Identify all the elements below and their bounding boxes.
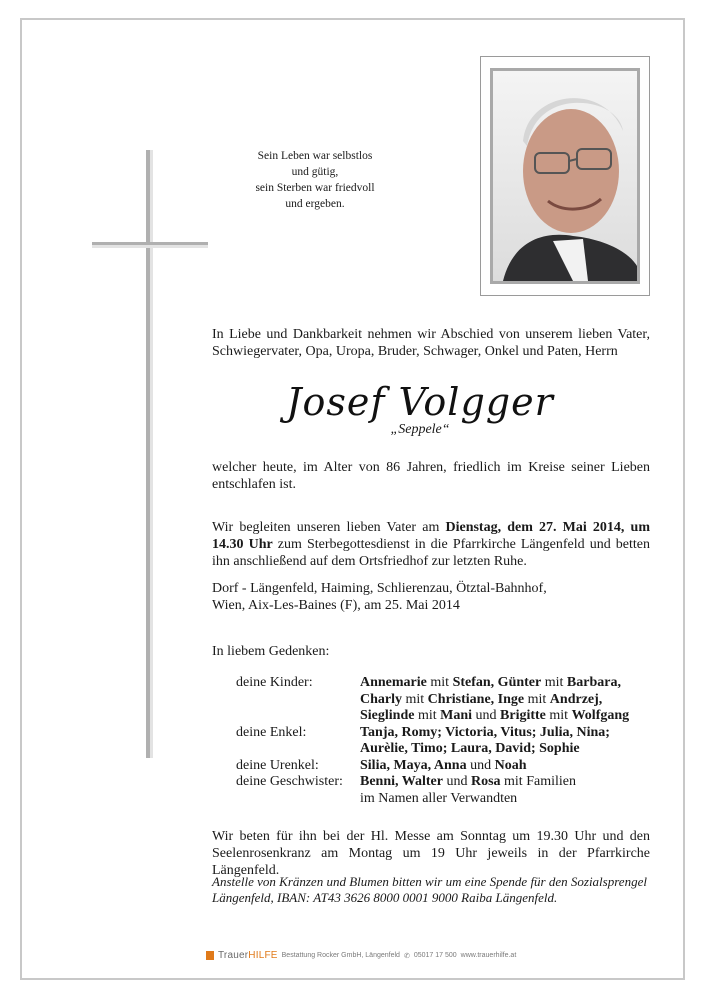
family-member-name: Sieglinde [360, 708, 415, 723]
funeral-text-before: Wir begleiten unseren lieben Vater am [212, 520, 446, 535]
motto-line: und gütig, [291, 166, 339, 178]
family-member-name: Barbara, [566, 675, 621, 690]
family-row [236, 774, 656, 791]
family-member-name: Noah [494, 757, 527, 773]
funeral-text-after: zum Sterbegottesdienst in die Pfarrkirche Längenfeld und betten ihn anschließend auf dem Ortsfriedhof zur letzten Ruhe. [212, 537, 650, 569]
family-member-name: Aurèlie, Timo; Laura, David; Sophie [360, 741, 580, 756]
family-connector: mit Familien [500, 774, 576, 789]
family-row [236, 692, 656, 709]
family-row [236, 758, 656, 775]
family-label [236, 708, 360, 725]
family-label: deine Kinder: [236, 675, 313, 690]
brand-part: Trauer [218, 950, 249, 961]
family-member-name: Annemarie [360, 675, 427, 690]
family-names [360, 758, 656, 775]
family-connector: und [466, 757, 495, 773]
family-member-name: Tanja, Romy; Victoria, Vitus; Julia, Nina; [360, 724, 610, 740]
portrait-illustration [493, 71, 637, 281]
deceased-name: Josef Volgger [286, 380, 554, 424]
family-names [360, 741, 656, 758]
motto [250, 148, 380, 212]
family-connector: im Namen aller Verwandten [360, 790, 518, 806]
family-names [360, 725, 656, 742]
places-line: Dorf - Längenfeld, Haiming, Schlierenzau, Ötztal-Bahnhof, [212, 581, 547, 596]
family-connector: mit [545, 708, 572, 723]
family-row [236, 791, 656, 808]
family-member-name: Rosa [470, 774, 501, 789]
family-label [236, 692, 360, 709]
places-line: Wien, Aix-Les-Baines (F), am 25. Mai 2014 [212, 598, 460, 613]
family-row [236, 708, 656, 725]
footer [206, 950, 536, 961]
donation-notice: Anstelle von Kränzen und Blumen bitten wir um eine Spende für den Sozialsprengel Längenfeld, IBAN: AT43 3626 8000 0001 9000 Raiba Längenfeld. [212, 874, 647, 905]
deceased-nickname: „Seppele“ [390, 422, 450, 437]
motto-line: und ergeben. [285, 198, 345, 210]
funeral-text [212, 519, 650, 570]
family-names [360, 692, 656, 709]
website-link[interactable]: www.trauerhilfe.at [460, 952, 517, 959]
gedenken-heading: In liebem Gedenken: [212, 644, 330, 659]
family-member-name: Charly [360, 691, 402, 707]
family-connector: und [442, 774, 471, 789]
family-label: deine Urenkel: [236, 757, 319, 773]
family-names [360, 708, 656, 725]
places-and-date [212, 580, 650, 614]
brand-name [218, 950, 278, 961]
funeral-date: Dienstag, dem 27. Mai 2014, um 14.30 Uhr [212, 520, 650, 552]
family-list [236, 675, 656, 807]
family-member-name: Benni, Walter [360, 774, 443, 789]
family-member-name: Mani [440, 708, 473, 723]
family-member-name: Brigitte [500, 708, 546, 723]
brand-part: HILFE [248, 950, 278, 961]
family-connector: mit [402, 691, 428, 707]
family-names [360, 675, 656, 692]
family-connector: mit [414, 708, 441, 723]
mass-notice: Wir beten für ihn bei der Hl. Messe am Sonntag um 19.30 Uhr und den Seelenrosenkranz am Montag um 19 Uhr jeweils in der Pfarrkirche Längenfeld. [212, 829, 650, 878]
family-label [236, 741, 360, 758]
family-connector: mit [524, 691, 550, 707]
portrait-frame [480, 56, 650, 296]
phone-icon: ✆ [403, 952, 410, 960]
motto-line: sein Sterben war friedvoll [255, 182, 375, 194]
family-label: deine Geschwister: [236, 774, 343, 789]
family-names [360, 791, 656, 808]
family-member-name: Stefan, Günter [452, 675, 542, 690]
cross-horizontal-beam [92, 242, 208, 245]
family-label: deine Enkel: [236, 724, 307, 740]
family-member-name: Silia, Maya, Anna [360, 757, 467, 773]
family-label [236, 791, 360, 808]
family-connector: mit [541, 675, 567, 690]
intro-text: In Liebe und Dankbarkeit nehmen wir Abschied von unserem lieben Vater, Schwiegervater, Opa, Uropa, Bruder, Schwager, Onkel und Paten, Herrn [212, 327, 650, 359]
portrait-photo [490, 68, 640, 284]
family-member-name: Wolfgang [571, 708, 630, 723]
family-row [236, 741, 656, 758]
family-connector: und [472, 708, 501, 723]
trauerhilfe-logo-icon [206, 951, 214, 960]
phone-number: 05017 17 500 [413, 952, 457, 959]
family-names [360, 774, 656, 791]
family-row [236, 725, 656, 742]
death-notice: welcher heute, im Alter von 86 Jahren, friedlich im Kreise seiner Lieben entschlafen ist. [212, 460, 650, 492]
family-member-name: Christiane, Inge [427, 691, 525, 707]
family-member-name: Andrzej, [549, 691, 603, 707]
family-connector: mit [426, 675, 453, 690]
motto-line: Sein Leben war selbstlos [257, 150, 373, 162]
company-name: Bestattung Rocker GmbH, Längenfeld [281, 952, 400, 959]
family-row [236, 675, 656, 692]
